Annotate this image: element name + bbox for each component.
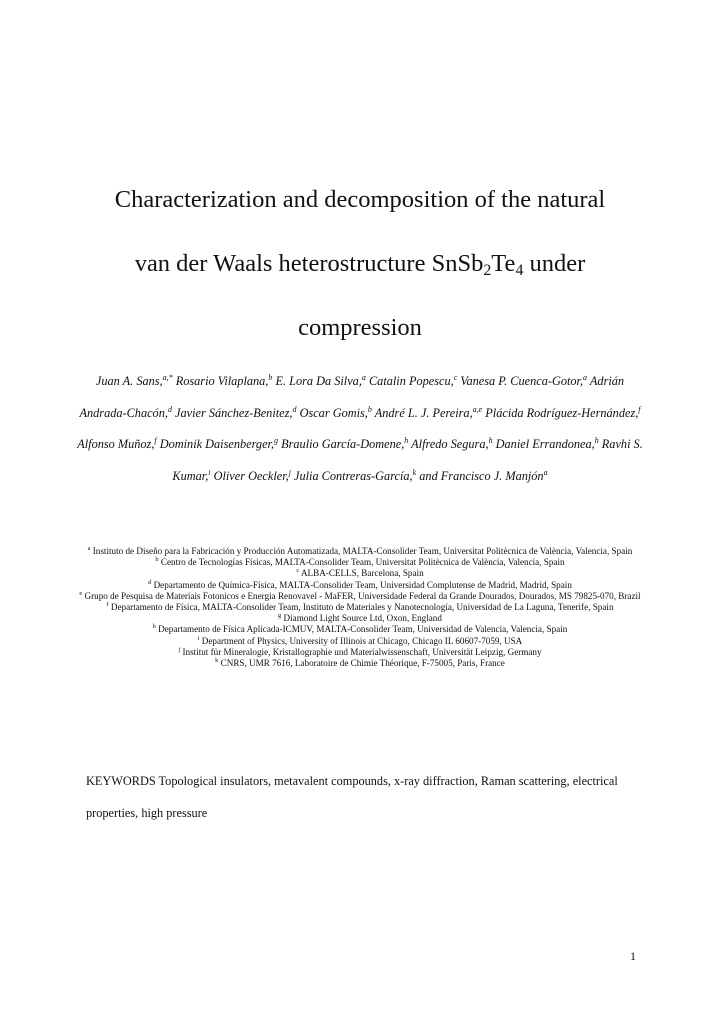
affiliation-mark: e	[79, 589, 83, 597]
author-affiliation-mark: h	[488, 435, 493, 445]
affiliation-text: Departamento de Química-Física, MALTA-Consolider Team, Universidad Complutense de Madrid, Madrid, Spain	[153, 579, 572, 590]
affiliation-mark: c	[296, 567, 300, 575]
author	[369, 374, 457, 388]
affiliation-mark: b	[155, 556, 159, 564]
title-line-1: Characterization and decomposition of the natural	[114, 186, 606, 213]
author-name: E. Lora Da Silva,	[275, 374, 362, 388]
author-name: Adrián Andrada-Chacón,	[79, 374, 625, 420]
affiliation-text: Department of Physics, University of Illinois at Chicago, Chicago IL 60607-7059, USA	[201, 635, 523, 646]
author-affiliation-mark: b	[367, 404, 372, 414]
author-affiliation-mark: a,e	[472, 404, 483, 414]
author-affiliation-mark: a	[543, 467, 548, 477]
author-name: Javier Sánchez-Benitez,	[175, 405, 293, 420]
author	[294, 469, 416, 483]
author-affiliation-mark: a	[583, 372, 588, 382]
author-affiliation-mark: d	[292, 404, 297, 414]
affiliation-list	[78, 546, 642, 669]
affiliation-item	[78, 658, 642, 669]
author	[419, 469, 547, 483]
affiliation-mark: g	[278, 612, 282, 620]
author	[275, 374, 365, 388]
author-name: Oscar Gomis,	[299, 405, 368, 420]
affiliation-text: Instituto de Diseño para la Fabricación y Producción Automatizada, MALTA-Consolider Team, Universitat Politècnica de València, Valencia, Spain	[92, 546, 633, 556]
author	[460, 374, 587, 388]
title-subscript-2: 2	[483, 261, 492, 279]
affiliation-text: Diamond Light Source Ltd, Oxon, England	[283, 613, 442, 624]
author-affiliation-mark: h	[594, 435, 599, 445]
title-line-2-end: under	[523, 250, 586, 277]
author-affiliation-mark: h	[404, 435, 409, 445]
author-affiliation-mark: f	[154, 435, 157, 445]
paper-title	[60, 168, 660, 360]
author	[411, 437, 492, 451]
author-list	[72, 366, 648, 492]
author	[176, 374, 273, 388]
author-affiliation-mark: a,*	[162, 372, 173, 382]
author	[160, 437, 278, 451]
keywords: KEYWORDS Topological insulators, metavalent compounds, x-ray diffraction, Raman scattering, electrical properties, high pressure	[86, 774, 618, 820]
author-affiliation-mark: f	[638, 404, 641, 414]
author-name: Vanesa P. Cuenca-Gotor,	[460, 374, 584, 388]
affiliation-item	[78, 568, 642, 579]
author-name: Juan A. Sans,	[95, 374, 163, 388]
affiliation-item	[78, 636, 642, 647]
author	[175, 406, 296, 420]
title-line-3: compression	[298, 314, 422, 341]
title-line-2	[60, 232, 660, 296]
author-name: Plácida Rodríguez-Hernández,	[485, 405, 639, 420]
author-name: Oliver Oeckler,	[213, 468, 289, 483]
author	[214, 469, 291, 483]
author-name: Braulio García-Domene,	[281, 437, 405, 451]
author	[485, 406, 640, 420]
author-affiliation-mark: g	[274, 435, 279, 445]
author-affiliation-mark: j	[288, 467, 291, 477]
author	[96, 374, 173, 388]
affiliation-item	[78, 546, 642, 557]
affiliation-item	[78, 602, 642, 613]
title-line-2-text: van der Waals heterostructure SnSb	[134, 250, 484, 277]
page-number: 1	[630, 949, 636, 963]
author-affiliation-mark: a	[361, 372, 366, 382]
author-name: and Francisco J. Manjón	[419, 468, 544, 483]
author-name: Daniel Errandonea,	[495, 437, 595, 451]
affiliation-mark: j	[178, 645, 181, 653]
affiliation-item	[78, 647, 642, 658]
author-affiliation-mark: k	[412, 467, 417, 477]
author-name: André L. J. Pereira,	[374, 405, 473, 420]
author-name: Ravhi S. Kumar,	[172, 437, 643, 483]
author	[281, 437, 408, 451]
affiliation-item	[78, 580, 642, 591]
author-affiliation-mark: d	[167, 404, 172, 414]
author-name: Dominik Daisenberger,	[159, 437, 275, 451]
author-name: Julia Contreras-García,	[294, 468, 413, 483]
author-name: Catalin Popescu,	[368, 374, 454, 388]
affiliation-text: ALBA-CELLS, Barcelona, Spain	[300, 568, 424, 579]
author	[496, 437, 599, 451]
author	[300, 406, 372, 420]
author-name: Rosario Vilaplana,	[175, 374, 269, 388]
affiliation-text: Institut für Mineralogie, Kristallographie und Materialwissenschaft, Universität Leipzig, Germany	[182, 646, 542, 657]
affiliation-mark: i	[197, 634, 200, 642]
affiliation-item	[78, 591, 642, 602]
author-affiliation-mark: i	[208, 467, 211, 477]
author-affiliation-mark: c	[453, 372, 458, 382]
affiliation-mark: d	[148, 578, 152, 586]
author	[375, 406, 482, 420]
affiliation-text: CNRS, UMR 7616, Laboratoire de Chimie Théorique, F-75005, Paris, France	[220, 658, 505, 669]
affiliation-mark: f	[106, 600, 109, 608]
affiliation-item	[78, 557, 642, 568]
affiliation-text: Grupo de Pesquisa de Materiais Fotonicos e Energia Renovavel - MaFER, Universidade Federal da Grande Dourados, Dourados, MS 79825-070, Brazil	[84, 590, 641, 601]
affiliation-item	[78, 624, 642, 635]
author	[77, 437, 156, 451]
affiliation-text: Departamento de Física Aplicada-ICMUV, MALTA-Consolider Team, Universidad de Valencia, Valencia, Spain	[158, 624, 568, 635]
author-name: Alfredo Segura,	[411, 437, 489, 451]
affiliation-mark: h	[152, 623, 156, 631]
author-affiliation-mark: b	[268, 372, 273, 382]
affiliation-text: Departamento de Física, MALTA-Consolider Team, Instituto de Materiales y Nanotecnología, Universidad de La Laguna, Tenerife, Spain	[110, 602, 614, 613]
title-line-2-te: Te	[491, 250, 516, 277]
author-name: Alfonso Muñoz,	[77, 437, 155, 451]
affiliation-mark: k	[215, 656, 219, 664]
affiliation-item	[78, 613, 642, 624]
affiliation-text: Centro de Tecnologías Físicas, MALTA-Consolider Team, Universitat Politècnica de València, Valencia, Spain	[160, 557, 565, 568]
affiliation-mark: a	[87, 544, 91, 552]
title-subscript-4: 4	[515, 261, 524, 279]
